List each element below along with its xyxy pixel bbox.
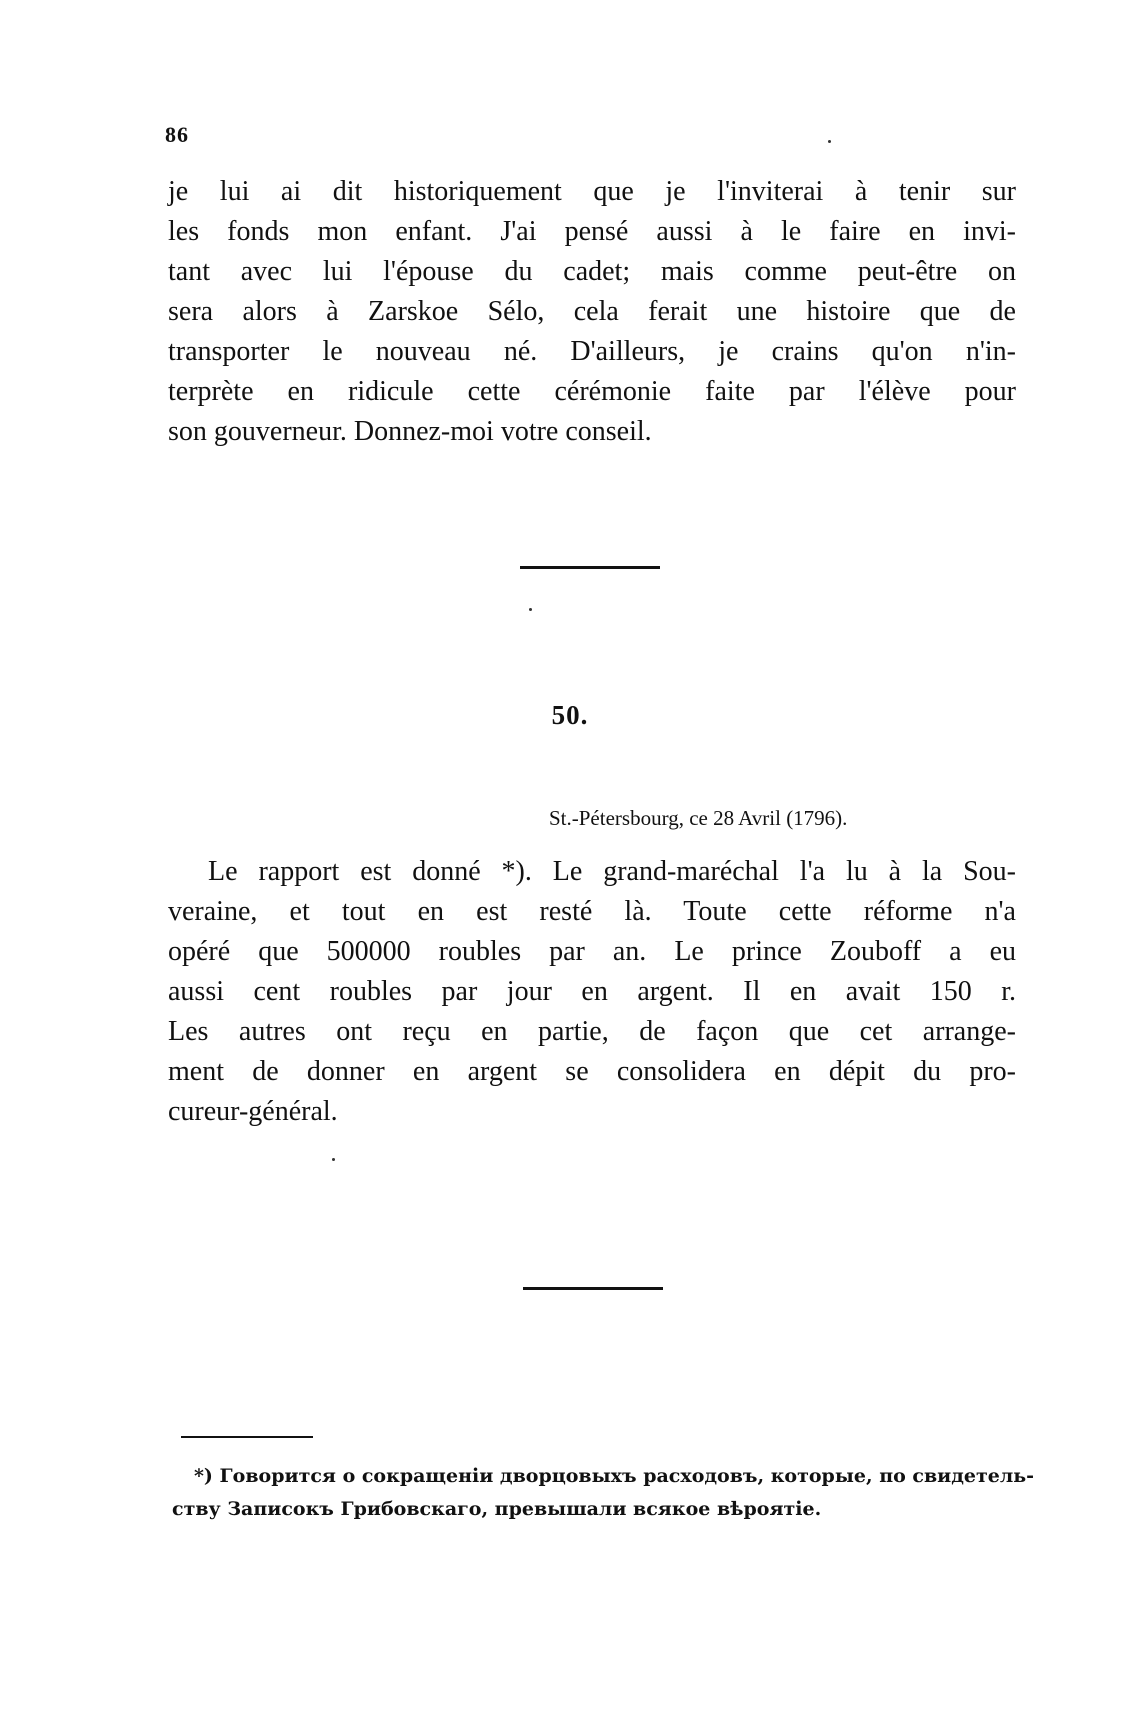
paragraph-line: Le rapport est donné *). Le grand-maréchal l'a lu à la Sou- — [208, 856, 1016, 887]
paragraph-line: tant avec lui l'épouse du cadet; mais comme peut-être on — [168, 256, 1016, 287]
letter-49-continuation — [168, 172, 1016, 452]
paragraph-line: ment de donner en argent se consolidera en dépit du pro- — [168, 1056, 1016, 1087]
footnote-separator — [181, 1436, 313, 1438]
paragraph-line: aussi cent roubles par jour en argent. Il en avait 150 r. — [168, 976, 1016, 1007]
footnote — [172, 1460, 1035, 1526]
letter-number: 50. — [551, 700, 589, 730]
paragraph-line: transporter le nouveau né. D'ailleurs, je crains qu'on n'in- — [168, 336, 1016, 367]
print-speck — [828, 140, 831, 143]
paragraph-line: opéré que 500000 roubles par an. Le prince Zouboff a eu — [168, 936, 1016, 967]
paragraph-line: les fonds mon enfant. J'ai pensé aussi à le faire en invi- — [168, 216, 1016, 247]
footnote-line: *) Говорится о сокращеніи дворцовыхъ расходовъ, которые, по свидетель- — [194, 1465, 1035, 1487]
paragraph-line: sera alors à Zarskoe Sélo, cela ferait une histoire que de — [168, 296, 1016, 327]
footnote-line: ству Записокъ Грибовскаго, превышали всякое вѣроятіе. — [172, 1498, 822, 1520]
paragraph-line: cureur-général. — [168, 1096, 338, 1127]
letter-50-body — [168, 852, 1016, 1132]
section-divider-rule — [520, 566, 660, 569]
letter-dateline: St.-Pétersbourg, ce 28 Avril (1796). — [549, 806, 848, 830]
page-number: 86 — [165, 122, 189, 147]
print-speck — [529, 608, 532, 611]
paragraph-line: son gouverneur. Donnez-moi votre conseil. — [168, 416, 652, 447]
section-divider-rule — [523, 1287, 663, 1290]
paragraph-line: Les autres ont reçu en partie, de façon que cet arrange- — [168, 1016, 1016, 1047]
print-speck — [332, 1158, 335, 1161]
paragraph-line: veraine, et tout en est resté là. Toute cette réforme n'a — [168, 896, 1016, 927]
paragraph-line: je lui ai dit historiquement que je l'inviterai à tenir sur — [168, 176, 1016, 207]
paragraph-line: terprète en ridicule cette cérémonie faite par l'élève pour — [168, 376, 1016, 407]
